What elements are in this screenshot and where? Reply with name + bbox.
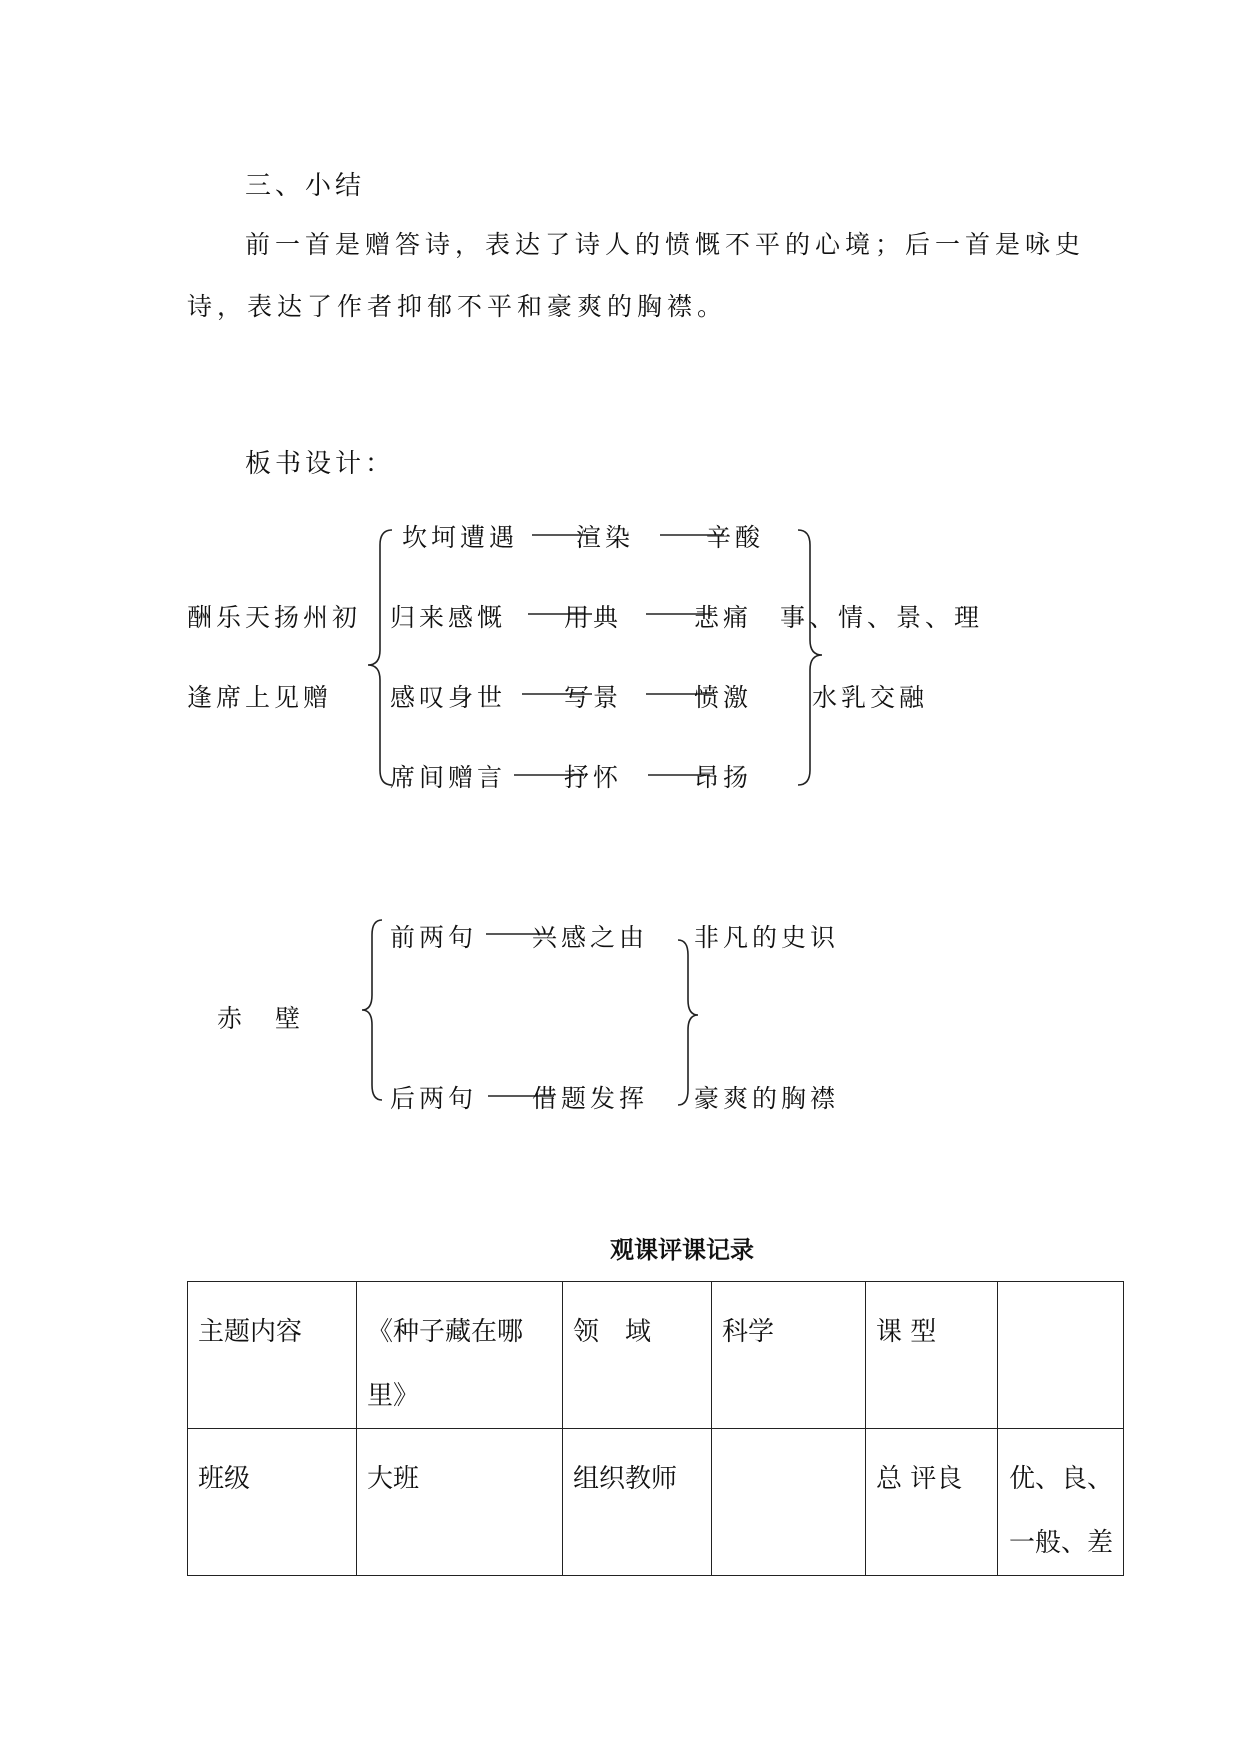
domain-value-cell (712, 1282, 866, 1429)
board-heading: 板书设计： (245, 449, 396, 479)
topic-value-cell (357, 1282, 563, 1429)
topic-label: 主题内容 (198, 1317, 303, 1347)
table-row (188, 1282, 1124, 1429)
poem1-row4-b: 抒怀 (564, 763, 623, 792)
poem1-row2-b: 用典 (564, 603, 623, 632)
poem2-title: 赤 壁 (217, 1004, 305, 1033)
poem1-result-line1: 事、情、景、理 (780, 603, 984, 632)
domain-value: 科学 (722, 1317, 775, 1347)
poem1-row4-c: 昂扬 (694, 763, 753, 792)
evaluation-title: 观课评课记录 (610, 1236, 754, 1264)
summary-line-2: 诗，表达了作者抑郁不平和豪爽的胸襟。 (187, 292, 728, 321)
type-label: 课 型 (876, 1317, 937, 1347)
poem2-row2-a: 后两句 (390, 1084, 478, 1113)
poem2-row2-c: 豪爽的胸襟 (694, 1084, 840, 1113)
domain-label: 领 域 (573, 1317, 652, 1347)
rating-label-cell (866, 1429, 998, 1576)
domain-label-cell (563, 1282, 712, 1429)
poem1-row2-a: 归来感慨 (390, 603, 507, 632)
class-label-cell (188, 1429, 357, 1576)
table-row (188, 1429, 1124, 1576)
rating-value-cell (998, 1429, 1124, 1576)
poem2-row2-b: 借题发挥 (532, 1084, 649, 1113)
poem1-row1-b: 渲染 (576, 523, 635, 552)
summary-heading: 三、小结 (245, 171, 366, 201)
class-value-cell (357, 1429, 563, 1576)
poem1-row2-c: 悲痛 (694, 603, 753, 632)
poem1-row3-c: 愤激 (694, 683, 753, 712)
poem1-row3-b: 写景 (564, 683, 623, 712)
teacher-value-cell (712, 1429, 866, 1576)
teacher-label: 组织教师 (573, 1464, 678, 1494)
poem2-row1-c: 非凡的史识 (694, 923, 840, 952)
poem1-row3-a: 感叹身世 (390, 683, 507, 712)
poem1-row1-c: 辛酸 (706, 523, 765, 552)
rating-label: 总 评良 (876, 1464, 963, 1494)
rating-value: 优、良、一般、差 (1008, 1464, 1113, 1558)
summary-line-1: 前一首是赠答诗，表达了诗人的愤慨不平的心境；后一首是咏史 (245, 230, 1086, 259)
poem1-row1-a: 坎坷遭遇 (402, 523, 519, 552)
topic-label-cell (188, 1282, 357, 1429)
evaluation-table (187, 1281, 1124, 1576)
topic-value: 《种子藏在哪里》 (367, 1317, 524, 1411)
type-label-cell (866, 1282, 998, 1429)
class-value: 大班 (367, 1464, 420, 1494)
poem2-left-brace (362, 920, 382, 1100)
poem2-row1-b: 兴感之由 (532, 923, 649, 952)
poem1-right-brace (798, 530, 822, 785)
poem2-row1-a: 前两句 (390, 923, 478, 952)
poem1-title-line1: 酬乐天扬州初 (187, 603, 362, 632)
class-label: 班级 (198, 1464, 251, 1494)
poem1-title-line2: 逢席上见赠 (187, 683, 333, 712)
poem1-result-line2: 水乳交融 (812, 683, 929, 712)
type-value-cell (998, 1282, 1124, 1429)
poem1-row4-a: 席间赠言 (390, 763, 507, 792)
poem1-left-brace (368, 530, 392, 785)
teacher-label-cell (563, 1429, 712, 1576)
